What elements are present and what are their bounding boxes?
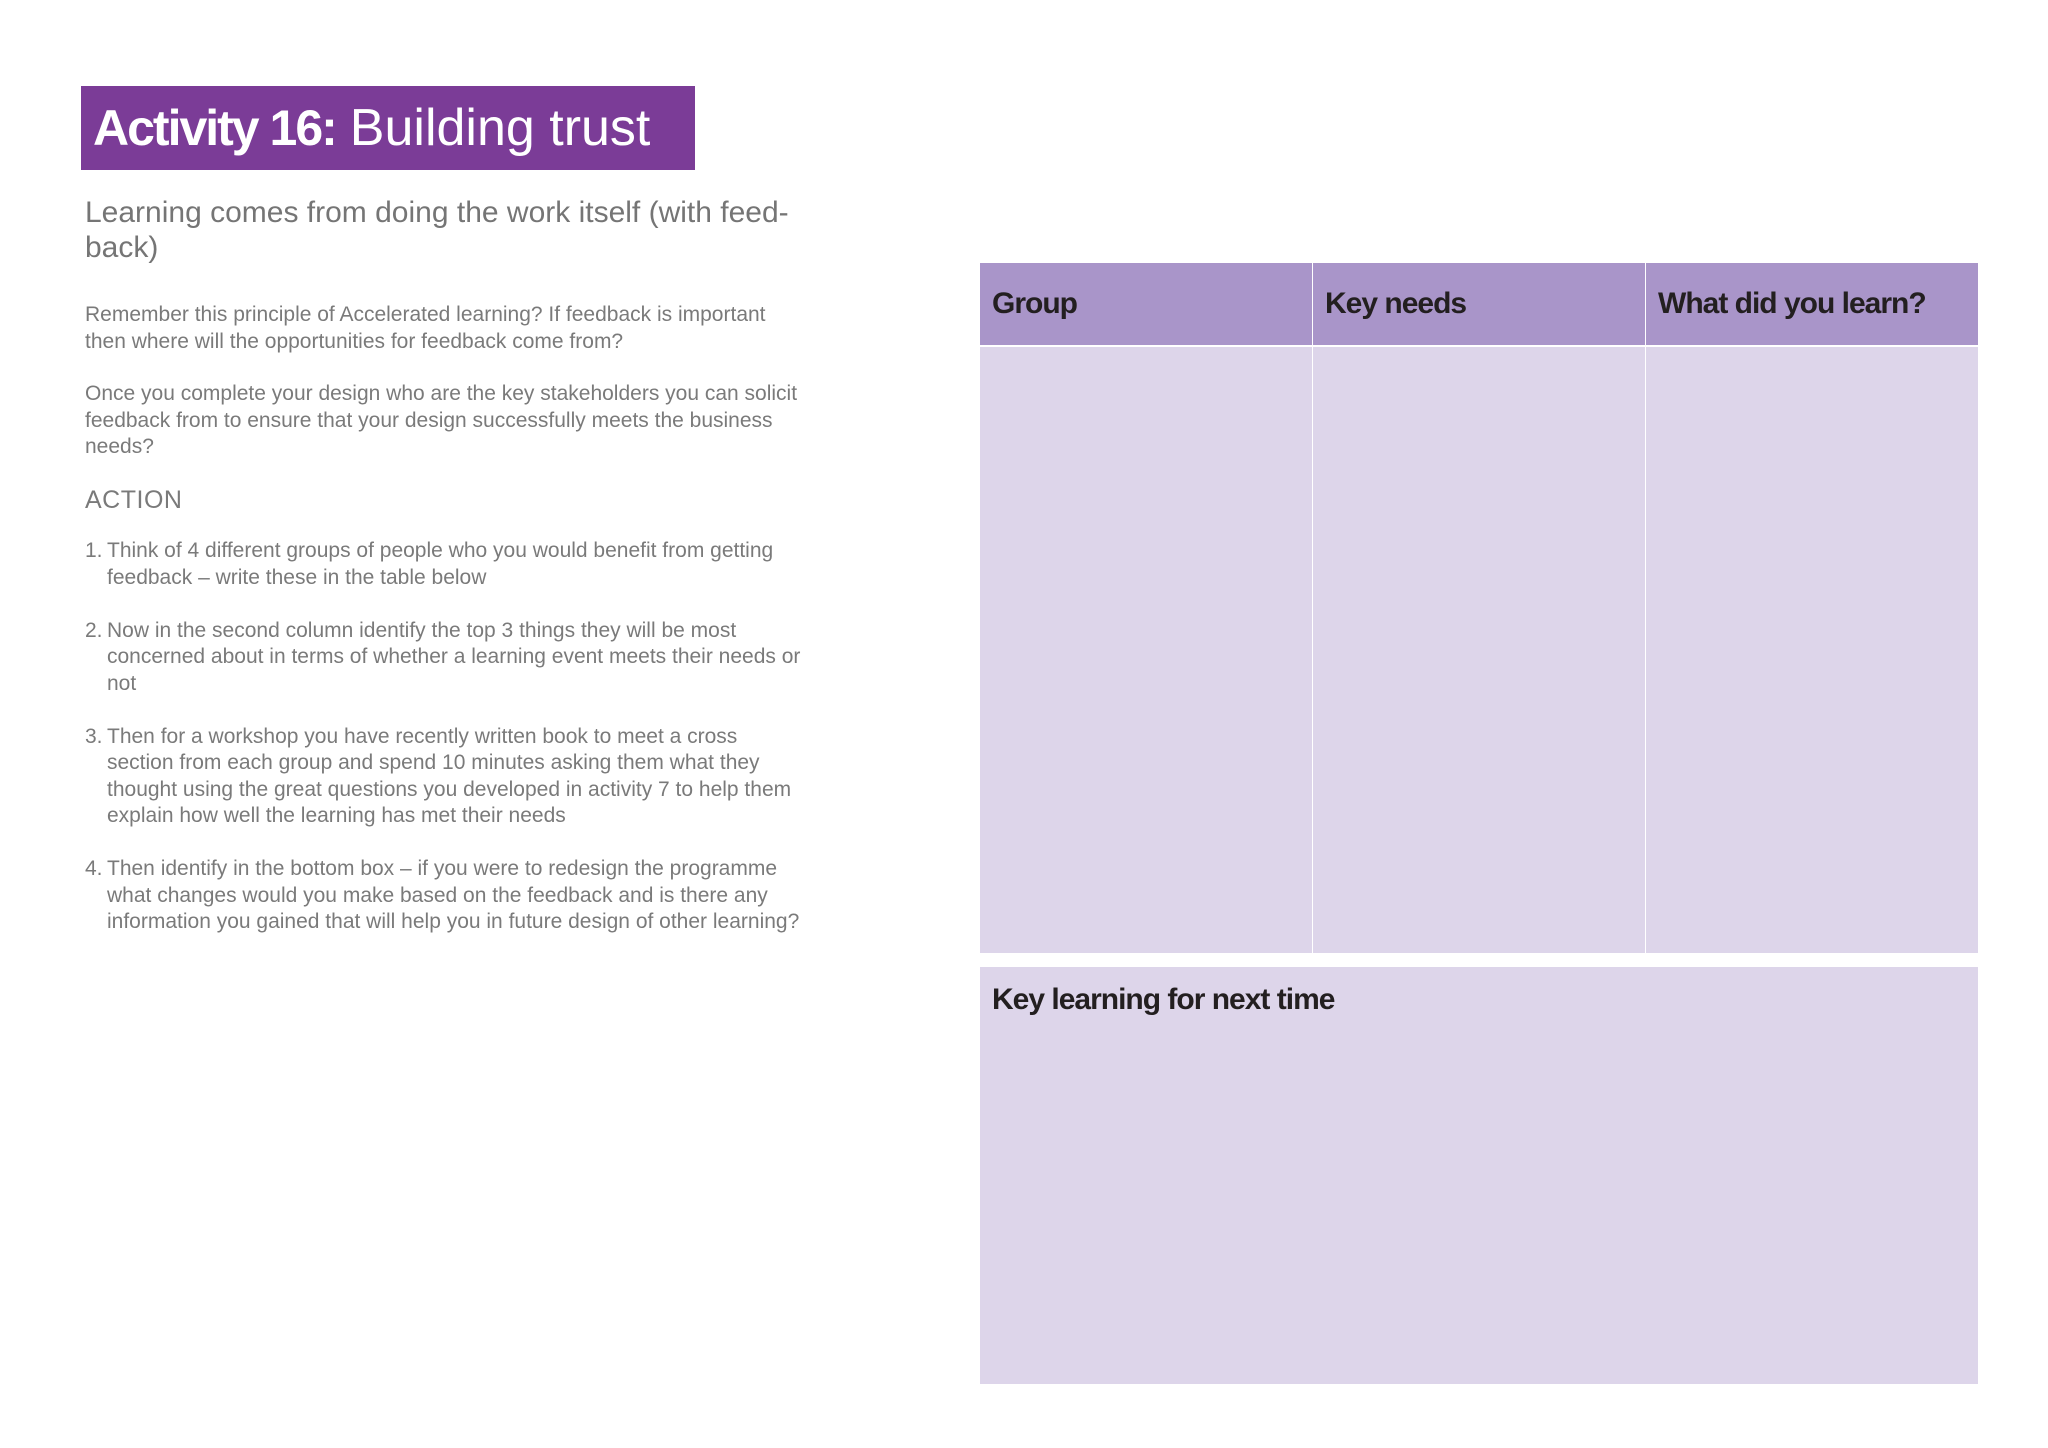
activity-title-banner (81, 86, 695, 170)
what-did-you-learn-cell[interactable] (1646, 347, 1978, 953)
table-header-group: Group (980, 263, 1312, 345)
action-step (85, 856, 805, 936)
key-needs-cell[interactable] (1313, 347, 1645, 953)
step-number: 1. (85, 539, 103, 562)
principle-subtitle: Learning comes from doing the work itself (with feed-back) (85, 196, 789, 264)
step-text: Then for a workshop you have recently written book to meet a cross section from each group and spend 10 minutes asking them what they thought using the great questions you developed in activity 7 to help them explain how well the learning has met their needs (107, 724, 792, 827)
key-learning-title: Key learning for next time (992, 983, 1335, 1016)
group-cell[interactable] (980, 347, 1312, 953)
key-learning-box[interactable] (980, 967, 1978, 1384)
action-steps-list (85, 538, 805, 962)
activity-number: Activity 16: (93, 100, 336, 156)
action-step (85, 724, 805, 830)
table-header-what-did-you-learn: What did you learn? (1646, 263, 1978, 345)
step-text: Think of 4 different groups of people who you would benefit from getting feedback – write these in the table below (107, 539, 774, 589)
step-number: 4. (85, 857, 103, 880)
intro-paragraph: Remember this principle of Accelerated learning? If feedback is important then where will the opportunities for feedback come from? (85, 303, 766, 353)
feedback-table (980, 263, 1978, 953)
step-number: 2. (85, 618, 103, 642)
action-step (85, 618, 805, 698)
action-heading: ACTION (85, 486, 183, 514)
step-number: 3. (85, 724, 103, 748)
stakeholder-paragraph: Once you complete your design who are the key stakeholders you can solicit feedback from to ensure that your design successfully meets the business needs? (85, 382, 798, 458)
action-step (85, 538, 805, 591)
activity-title: Building trust (349, 99, 651, 157)
table-header-key-needs: Key needs (1313, 263, 1645, 345)
step-text: Now in the second column identify the top 3 things they will be most concerned about in terms of whether a learning event meets their needs or not (107, 618, 801, 695)
step-text: Then identify in the bottom box – if you were to redesign the programme what changes would you make based on the feedback and is there any information you gained that will help you in future design of other learning? (107, 857, 800, 933)
